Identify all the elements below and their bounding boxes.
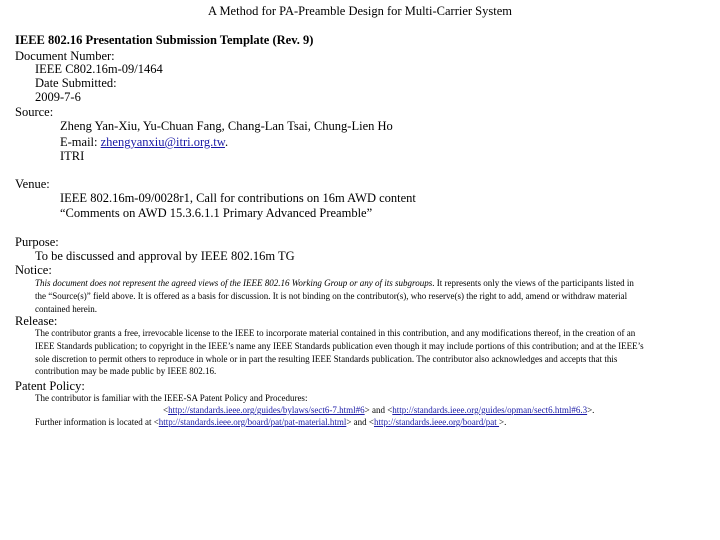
purpose-text: To be discussed and approval by IEEE 802.16m TG <box>35 249 295 263</box>
venue-line-1: IEEE 802.16m-09/0028r1, Call for contributions on 16m AWD content <box>60 191 416 205</box>
opman-link[interactable]: http://standards.ieee.org/guides/opman/sect6.html#6.3 <box>392 405 588 415</box>
patent-line-1: The contributor is familiar with the IEEE-SA Patent Policy and Procedures: <box>35 393 308 403</box>
bracket: < <box>387 405 393 415</box>
notice-label: Notice: <box>15 263 52 277</box>
page-title: A Method for PA-Preamble Design for Multi-Carrier System <box>207 4 512 18</box>
email-label: E-mail: <box>60 135 101 149</box>
bracket: >. <box>587 405 595 415</box>
purpose-label: Purpose: <box>15 235 59 249</box>
date-value: 2009-7-6 <box>35 90 81 104</box>
email-line <box>60 135 228 149</box>
release-line: The contributor grants a free, irrevocable license to the IEEE to incorporate material contained in this contribution, and any modifications thereof, in the creation of an <box>35 328 636 338</box>
notice-italic: This document does not represent the agreed views of the IEEE 802.16 Working Group or any of its subgroups <box>35 278 433 288</box>
patent-policy-label: Patent Policy: <box>15 379 85 393</box>
patent-links-line <box>163 405 594 416</box>
organization: ITRI <box>60 149 85 163</box>
release-line: contribution may be made public by IEEE 802.16. <box>35 366 217 376</box>
release-line: IEEE Standards publication; to copyright in the IEEE’s name any IEEE Standards publication even though it may include portions of this contribution; and at the IEEE’s <box>35 341 644 351</box>
email-link[interactable]: zhengyanxiu@itri.org.tw <box>100 135 225 149</box>
pat-material-link[interactable]: http://standards.ieee.org/board/pat/pat-material.html <box>158 417 347 427</box>
document-number-label: Document Number: <box>15 49 115 63</box>
further-text: Further information is located at <box>35 417 154 427</box>
bracket: > <box>364 405 370 415</box>
date-label: Date Submitted: <box>35 76 117 90</box>
document-number: IEEE C802.16m-09/1464 <box>35 62 163 76</box>
notice-line-3: contained herein. <box>35 304 97 314</box>
template-heading: IEEE 802.16 Presentation Submission Template (Rev. 9) <box>15 33 314 47</box>
bracket: >. <box>499 417 507 427</box>
notice-line-2: the “Source(s)” field above. It is offered as a basis for discussion. It is not binding on the contributor(s), who reserve(s) the right to add, amend or withdraw material <box>35 291 628 301</box>
release-line: sole discretion to permit others to reproduce in whole or in part the resulting IEEE Standards publication. The contributor also acknowledges and accepts that this <box>35 354 618 364</box>
and-text: and <box>351 417 369 427</box>
board-pat-link[interactable]: http://standards.ieee.org/board/pat <box>373 417 500 427</box>
release-label: Release: <box>15 314 58 328</box>
venue-label: Venue: <box>15 177 50 191</box>
authors: Zheng Yan-Xiu, Yu-Chuan Fang, Chang-Lan Tsai, Chung-Lien Ho <box>60 119 393 133</box>
bracket: > <box>346 417 352 427</box>
venue-line-2: “Comments on AWD 15.3.6.1.1 Primary Advanced Preamble” <box>60 206 373 220</box>
source-label: Source: <box>15 105 54 119</box>
email-suffix: . <box>224 135 229 149</box>
notice-line-1 <box>35 278 634 289</box>
bracket: < <box>153 417 159 427</box>
bracket: < <box>368 417 374 427</box>
and-text: and <box>369 405 388 415</box>
bylaws-link[interactable]: http://standards.ieee.org/guides/bylaws/sect6-7.html#6 <box>168 405 365 415</box>
further-info-line <box>35 417 506 428</box>
bracket: < <box>163 405 169 415</box>
notice-line-1-rest: . It represents only the views of the participants listed in <box>432 278 634 288</box>
